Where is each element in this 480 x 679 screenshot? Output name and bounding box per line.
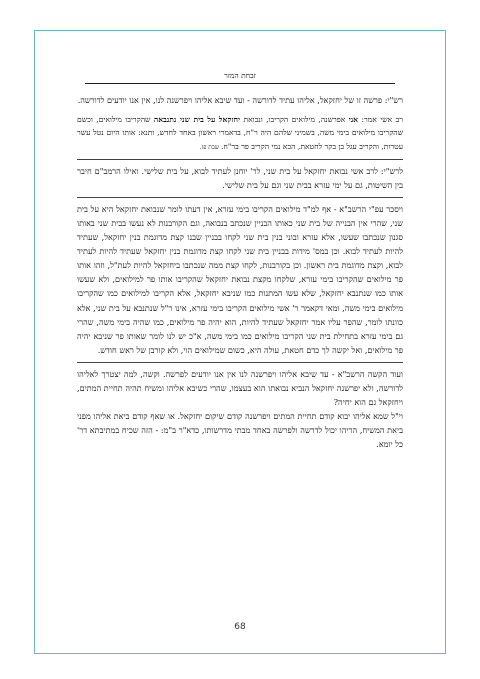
quote-bold-2: יחזקאל על בית שני נתנבאה [153,115,241,125]
section-divider [77,197,403,198]
question-paragraph: ועוד הקשה הרשב"א - עד שיבא אליהו ויפרשנה לנו אין אנו יודעים לפרשה. וקשה, למה יצטרך לאליהו לדורשה, ולא יפרשנה יחזקאל הנביא נבואתו הוא בעצמו, שהרי כשיבא אליהו ומשיח תהיה תחיית המתים, ויחזקאל גם הוא יחיה? [77,368,403,408]
quote-mid: אפרשנה, מילואים הקריבו, ונבואת [240,115,349,125]
summary-paragraph: לרש"י: לרב אשי נבואת יחזקאל על בית שני, לר' יוחנן לעתיד לבוא, על בית שלישי. ואילו הרמב"ם חיבר בין השיטות, גם על ימי עזרא בבית שני וגם על בית שלישי. [77,165,403,190]
answer-paragraph: וי"ל שמא אליהו יבוא קודם תחיית המתים ויפרשנה קודם שיקום יחזקאל. או שאף קודם ביאת אליהו מפני ביאת המשיח, הריהו יכול לדרשה ולפרשה באחד מבתי מדרשותו, כדא"ר ב"מ: - הזה שכיח במתיבתא דר' כל יומא. [77,411,403,450]
rashba-paragraph: ויסכר עפ"י הרשב"א - אף למ"ד מילואים הקריבו בימי עזרא, אין דעתו לומר שנבואת יחזקאל היא על בית שני, שהרי אין הבנייה של בית שני כאותו הבניין שנכתב בנבואה, וגם הקורבנות לא נעשו בבית שני באותו סגנון שנכתבו שעשו, אלא עזרא ובוני בנין בית שני לקחו בבניין שבנו קצת מדוגמת בנין יחזקאל, שעתיד להיות לעתיד לבוא. וכן במס' מידות בבניין בית שני לקחו קצת מדוגמת בנין יחזקאל שעתיד להיות לעתיד לבוא, וקצת מדוגמת בית ראשון. וכן בקורבנות, לקחו קצת ממה שנכתבו ביחזקאל להיות לעת"ל, וזהו אותו פר מילואים שהקריבו בימי עזרא, שלקחו מקצת נבואת יחזקאל שהקריבו אותו פר למילואים, ולא שעשו אותו כמו שנתנבא יחזקאל, שלא עשו המתנות כמו שניבא יחזקאל, אלא הקריבו למילואים כמו שהקריבו מילואים בימי משה, ומאי דקאמר ר' אשי מילואים הקריבו בימי עזרא, אינו ר"ל שנתנבא על בית שני, אלא כוונתו לומר, שהפר עליו אמר יחזקאל שעתיד להיות, הוא יהיה פר מילואים, כמו שהיה בימי משה, שהרי גם בימי עזרא בתחילת בית שני הקריבו מילואים כמו בימי משה, א"כ יש לנו לומר שאותו פר שניבא יהיה פר מילואים, ואל יקשה לך כדם חטאת, עולה היא, כשום שמילואים הוי, ולא קורבן של ראש חודש. [77,203,403,355]
header-divider [85,83,395,84]
running-header: זבחת המזר [224,71,256,80]
section-divider [77,159,403,160]
talmud-quote [77,113,403,154]
page-body [77,93,403,451]
quote-rest: שהקריבו מילואים, וכשם שהקריבו מילואים בימי משה, בשמיני שלהם היה ר"ח, בדאמרי ראשון באחד לחדש, ותנא: אותו היום נטל עשר עטרות, והקריב עגל בן בקר לחטאת, הכא נמי הקריב פר בר"ח. [77,115,403,151]
section-divider [77,362,403,363]
quote-intro: רב אשי אמר: [358,115,403,125]
quote-source: שבת פז. [199,143,221,151]
book-page [34,30,446,654]
page-number: 68 [234,622,246,632]
quote-bold-1: אני [348,115,359,125]
rashi-paragraph: רש"י: פרשה זו של יחזקאל, אליהו עתיד לדורשה - ועד שיבא אליהו ויפרשנה לנו, אין אנו יודעים לדורשה. [77,95,403,105]
